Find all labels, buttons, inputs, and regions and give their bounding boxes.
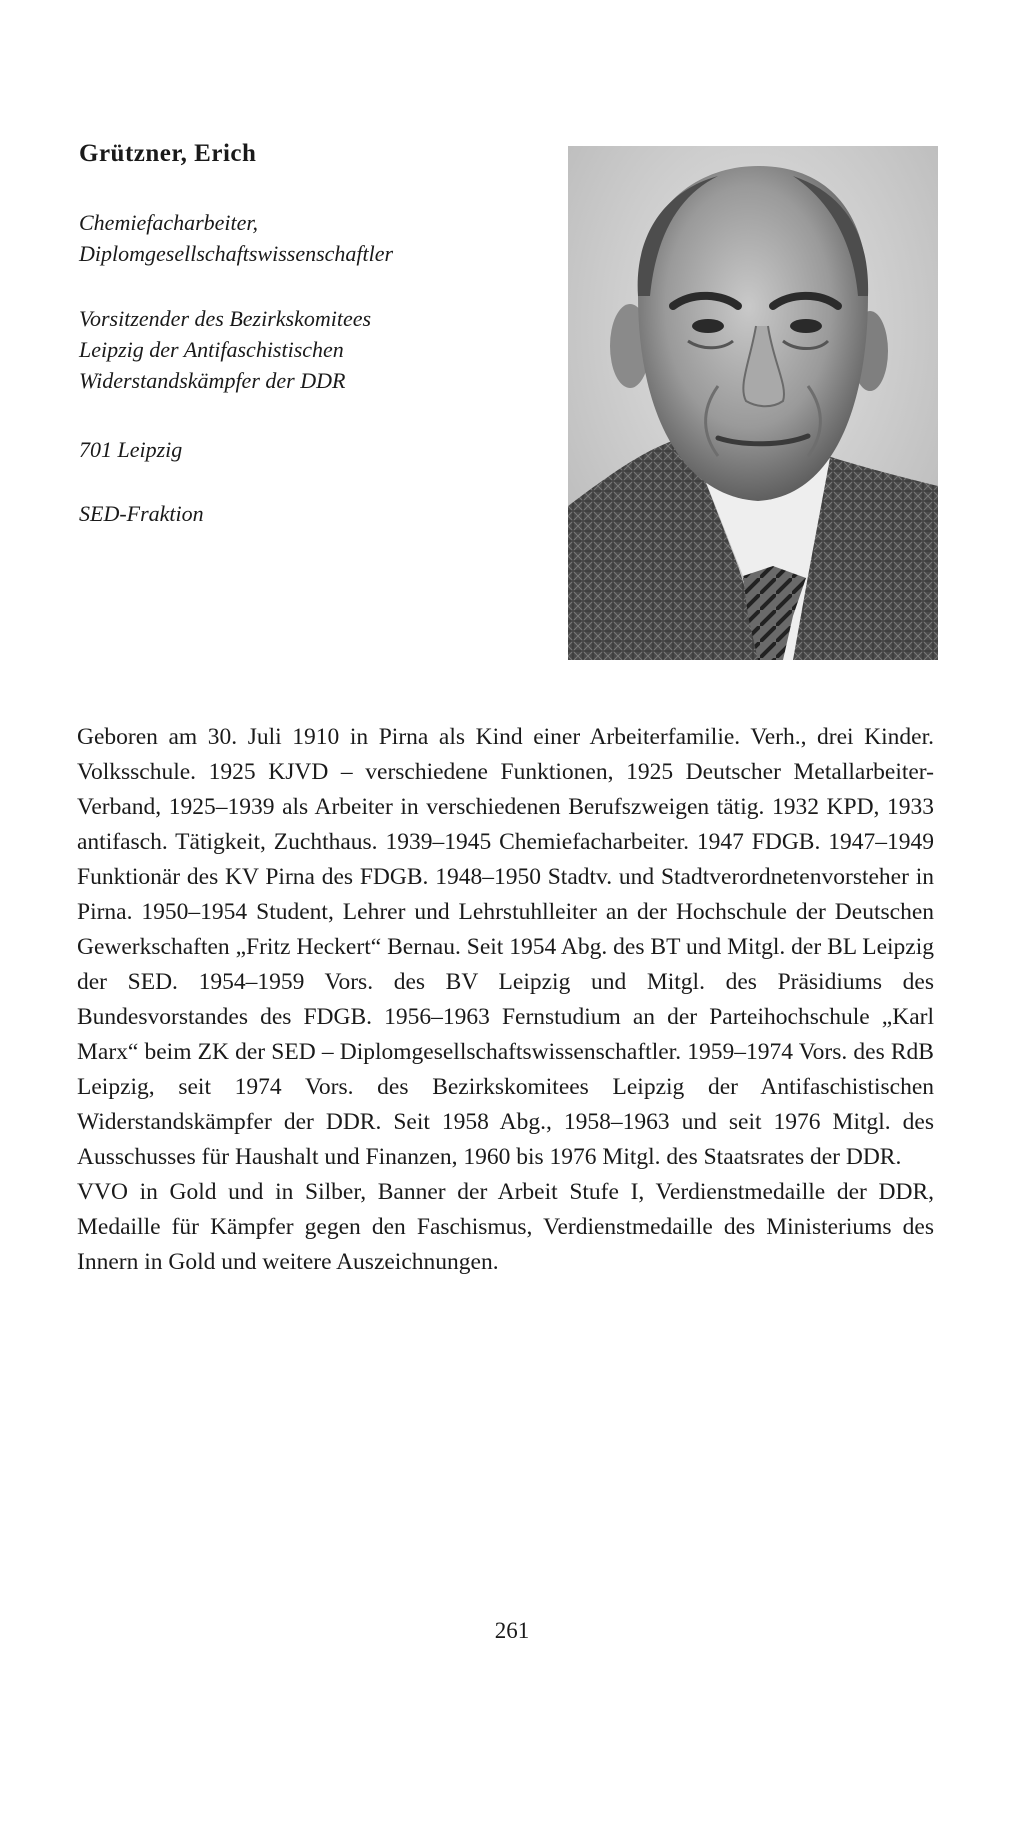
profession-line: Chemiefacharbeiter, bbox=[79, 210, 259, 235]
position-block bbox=[79, 303, 549, 396]
biography-text: Geboren am 30. Juli 1910 in Pirna als Kind einer Arbeiterfamilie. Verh., drei Kinder. Volksschule. 1925 KJVD – verschiedene Funktionen, 1925 Deutscher Metallarbeiter-Verband, 1925–1939 als Arbeiter in verschiedenen Berufszweigen tätig. 1932 KPD, 1933 antifasch. Tätigkeit, Zuchthaus. 1939–1945 Chemiefacharbeiter. 1947 FDGB. 1947–1949 Funktionär des KV Pirna des FDGB. 1948–1950 Stadtv. und Stadtverordnetenvorsteher in Pirna. 1950–1954 Student, Lehrer und Lehrstuhlleiter an der Hochschule der Deutschen Gewerkschaften „Fritz Heckert“ Bernau. Seit 1954 Abg. des BT und Mitgl. der BL Leipzig der SED. 1954–1959 Vors. des BV Leipzig und Mitgl. des Präsidiums des Bundesvorstandes des FDGB. 1956–1963 Fernstudium an der Parteihochschule „Karl Marx“ beim ZK der SED – Diplomgesellschaftswissenschaftler. 1959–1974 Vors. des RdB Leipzig, seit 1974 Vors. des Bezirkskomitees Leipzig der Antifaschistischen Widerstandskämpfer der DDR. Seit 1958 Abg., 1958–1963 und seit 1976 Mitgl. des Ausschusses für Haushalt und Finanzen, 1960 bis 1976 Mitgl. des Staatsrates der DDR. bbox=[77, 724, 934, 1170]
page-number: 261 bbox=[494, 1618, 530, 1643]
profession-line: Diplomgesellschaftswissenschaftler bbox=[79, 241, 394, 266]
parliamentary-fraction: SED-Fraktion bbox=[79, 501, 204, 526]
biography-block bbox=[77, 720, 934, 1280]
awards-text: VVO in Gold und in Silber, Banner der Arbeit Stufe I, Verdienstmedaille der DDR, Medaille für Kämpfer gegen den Faschismus, Verdienstmedaille des Ministeriums des Innern in Gold und weitere Auszeichnungen. bbox=[77, 1179, 934, 1275]
position-line: Leipzig der Antifaschistischen bbox=[79, 337, 344, 362]
position-line: Widerstandskämpfer der DDR bbox=[79, 368, 346, 393]
profession-block bbox=[79, 207, 549, 269]
position-line: Vorsitzender des Bezirkskomitees bbox=[79, 306, 372, 331]
address: 701 Leipzig bbox=[79, 437, 183, 462]
entry-name: Grützner, Erich bbox=[79, 140, 257, 167]
portrait-photo bbox=[568, 146, 938, 660]
